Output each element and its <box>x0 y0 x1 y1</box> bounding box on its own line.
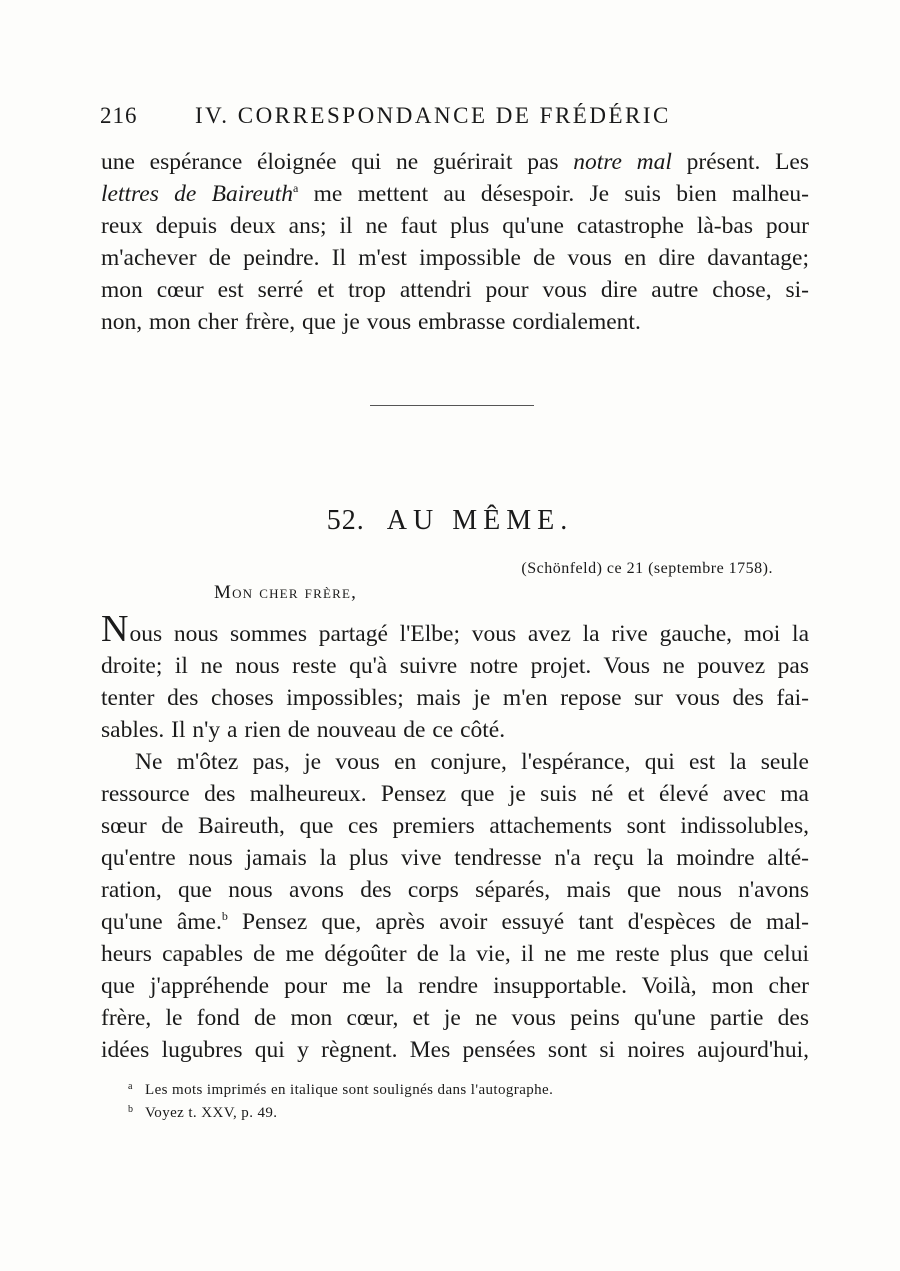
salutation: Mon cher frère, <box>214 582 358 603</box>
text-line: mon cœur est serré et trop attendri pour vous dire autre chose, si- <box>101 277 809 303</box>
footnote-ref-b: b <box>221 909 228 923</box>
text-line: idées lugubres qui y règnent. Mes pensées sont si noires aujourd'hui, <box>101 1037 809 1063</box>
text-line: sœur de Baireuth, que ces premiers attachements sont indissolubles, <box>101 813 809 839</box>
text-line: Nous nous sommes partagé l'Elbe; vous avez la rive gauche, moi la <box>101 608 809 650</box>
text-line: heurs capables de me dégoûter de la vie, il ne me reste plus que celui <box>101 941 809 967</box>
text-line: ressource des malheureux. Pensez que je suis né et élevé avec ma <box>101 781 809 807</box>
text-line: qu'une âme.$^b$ Pensez que, après avoir essuyé tant d'espèces de mal- <box>101 909 810 935</box>
letter-number: 52. <box>326 505 365 536</box>
text-line: tenter des choses impossibles; mais je m'en repose sur vous des fai- <box>101 685 809 711</box>
running-title: IV. CORRESPONDANCE DE FRÉDÉRIC <box>195 103 671 128</box>
text-line: frère, le fond de mon cœur, et je ne vous peins qu'une partie des <box>101 1005 809 1031</box>
text-line: non, mon cher frère, que je vous embrasse cordialement. <box>101 309 641 335</box>
text-line: ration, que nous avons des corps séparés, mais que nous n'avons <box>101 877 809 903</box>
footnote-text: Les mots imprimés en italique sont soulignés dans l'autographe. <box>145 1082 554 1098</box>
section-divider <box>370 405 534 406</box>
letter-paragraph-2 <box>101 746 809 1066</box>
text-line: Ne m'ôtez pas, je vous en conjure, l'espérance, qui est la seule <box>135 749 809 775</box>
drop-cap: N <box>101 608 129 650</box>
footnote-b <box>128 1104 277 1122</box>
footnote-mark: b <box>128 1104 134 1115</box>
text-line: reux depuis deux ans; il ne faut plus qu'une catastrophe là-bas pour <box>101 213 809 239</box>
footnote-text: Voyez t. XXV, p. 49. <box>145 1105 278 1121</box>
footnote-mark: a <box>128 1081 133 1092</box>
text-line: sables. Il n'y a rien de nouveau de ce côté. <box>101 717 506 743</box>
text-line: m'achever de peindre. Il m'est impossible de vous en dire davantage; <box>101 245 809 271</box>
page-number: 216 <box>100 103 138 128</box>
footnote-a <box>128 1081 553 1099</box>
text-line: qu'entre nous jamais la plus vive tendresse n'a reçu la moindre alté- <box>101 845 809 871</box>
footnote-ref-a: a <box>293 181 299 195</box>
letter-paragraph-1 <box>101 608 809 746</box>
text-line: une espérance éloignée qui ne guérirait pas notre mal présent. Les <box>101 149 809 175</box>
text-line: lettres de Baireuth$^a$ me mettent au désespoir. Je suis bien malheu- <box>101 181 809 207</box>
text-line: droite; il ne nous reste qu'à suivre notre projet. Vous ne pouvez pas <box>101 653 809 679</box>
text-line: que j'appréhende pour me la rendre insupportable. Voilà, mon cher <box>101 973 809 999</box>
running-head <box>100 103 800 129</box>
letter-title: AU MÊME. <box>386 505 574 536</box>
continuation-paragraph <box>101 146 809 338</box>
dateline: (Schönfeld) ce 21 (septembre 1758). <box>521 560 773 577</box>
letter-heading <box>0 505 900 537</box>
